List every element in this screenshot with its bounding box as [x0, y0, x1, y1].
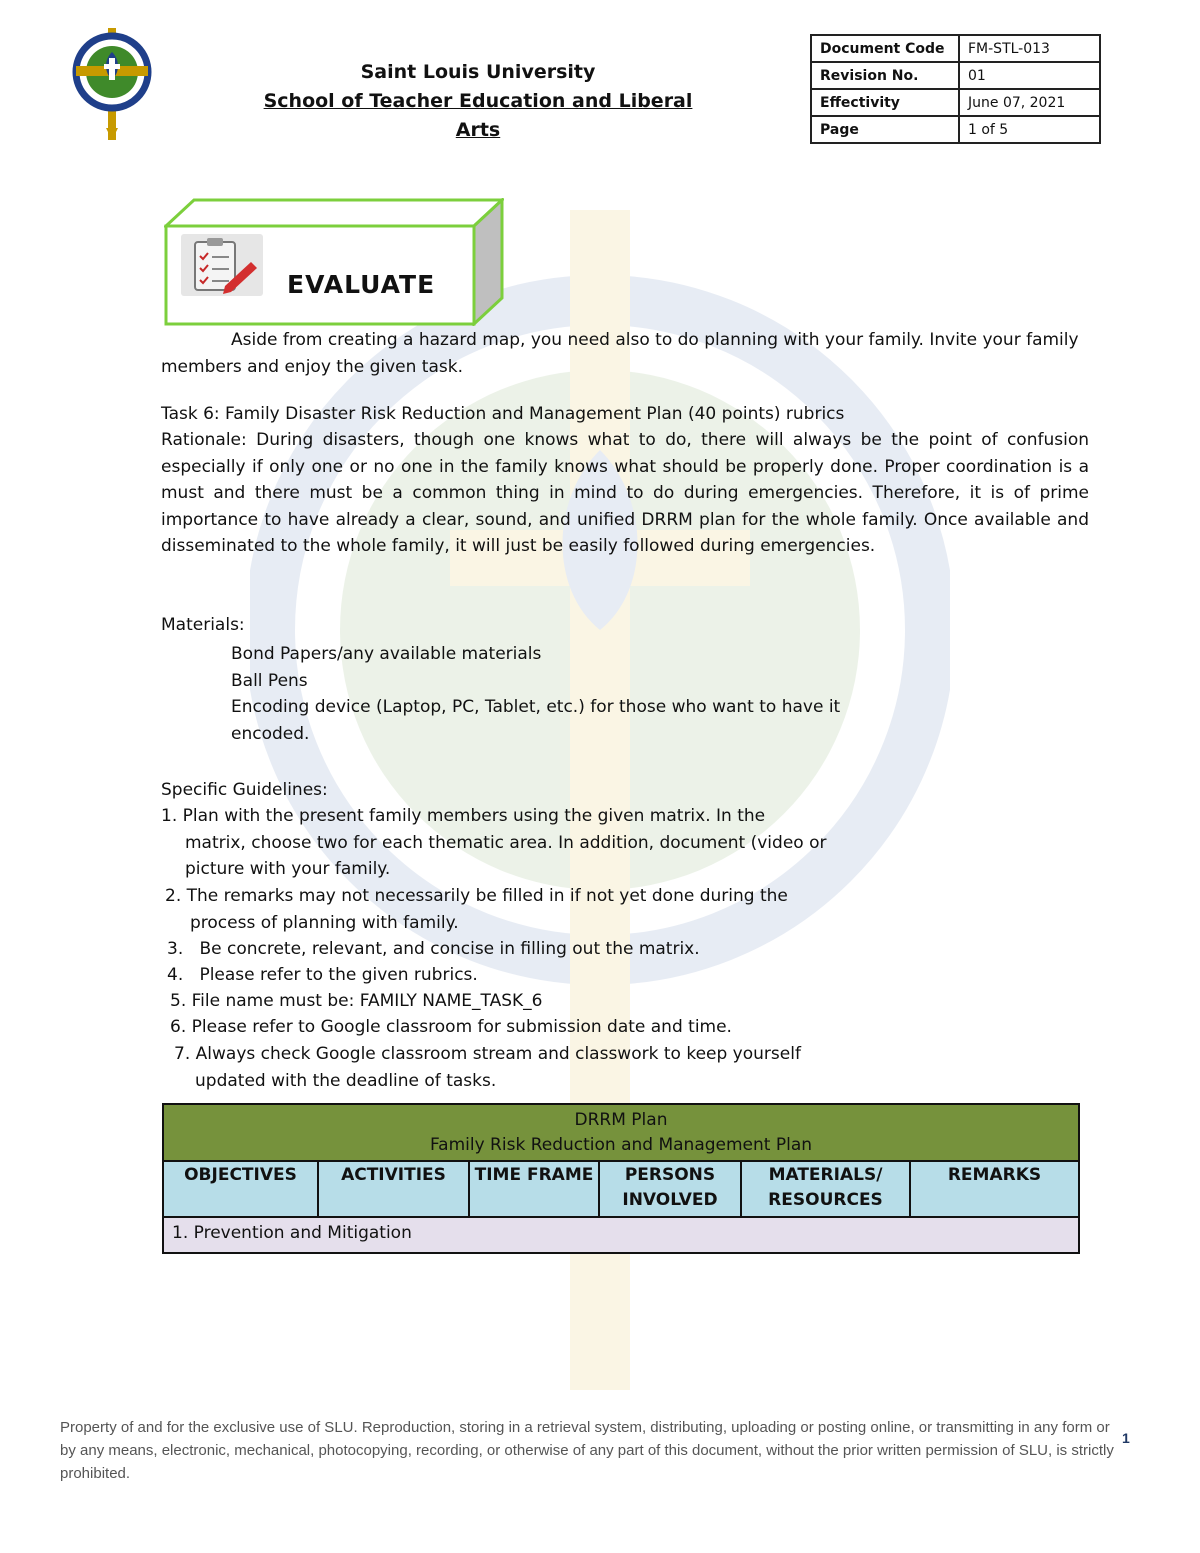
guideline-number: 1.: [161, 806, 178, 826]
doc-info-row: [811, 89, 1100, 116]
doc-info-row: [811, 62, 1100, 89]
guideline-item: [170, 1014, 890, 1041]
list-item: Encoding device (Laptop, PC, Tablet, etc.) for those who want to have it encoded.: [231, 697, 841, 744]
doc-info-label: Document Code: [811, 35, 959, 62]
doc-info-value: June 07, 2021: [959, 89, 1100, 116]
doc-info-row: [811, 116, 1100, 143]
university-header: [250, 58, 706, 145]
drrm-plan-table: [162, 1103, 1080, 1254]
guideline-number: 6.: [170, 1017, 187, 1037]
guideline-item: [170, 988, 890, 1015]
task-rationale: Rationale: During disasters, though one knows what to do, there will always be the point of confusion especially if only one or no one in the family knows what should be properly done. Proper coordination is a must and there must be a common thing in mind to do during emergencies. Therefore, it is of prime importance to have already a clear, sound, and unified DRRM plan for the whole family. Once available and disseminated to the whole family, it will just be easily followed during emergencies.: [161, 430, 1089, 556]
doc-info-value: 1 of 5: [959, 116, 1100, 143]
guideline-number: 4.: [167, 965, 184, 985]
guideline-item: [167, 936, 887, 963]
doc-info-label: Revision No.: [811, 62, 959, 89]
drrm-title-line: DRRM Plan: [574, 1110, 668, 1130]
guideline-item: [161, 803, 881, 883]
drrm-header-row: [163, 1161, 1079, 1217]
guideline-item: [165, 883, 885, 936]
doc-info-row: [811, 35, 1100, 62]
university-name: Saint Louis University: [360, 61, 596, 83]
guideline-text: The remarks may not necessarily be filled in if not yet done during the: [186, 886, 788, 906]
column-header-objectives: OBJECTIVES: [163, 1161, 318, 1217]
section-prevention-mitigation: 1. Prevention and Mitigation: [163, 1217, 1079, 1253]
clipboard-checklist-icon: [181, 234, 263, 296]
list-item: Bond Papers/any available materials: [231, 644, 542, 664]
guideline-number: 3.: [167, 939, 184, 959]
doc-info-label: Effectivity: [811, 89, 959, 116]
guideline-number: 2.: [165, 886, 182, 906]
slu-logo: [66, 26, 158, 142]
column-header-materials-resources: MATERIALS/ RESOURCES: [741, 1161, 910, 1217]
guideline-text: File name must be: FAMILY NAME_TASK_6: [191, 991, 543, 1011]
guideline-text: Please refer to Google classroom for submission date and time.: [191, 1017, 732, 1037]
guideline-number: 5.: [170, 991, 187, 1011]
guideline-item: [167, 962, 887, 989]
column-header-persons-involved: PERSONS INVOLVED: [599, 1161, 741, 1217]
guideline-text: Please refer to the given rubrics.: [199, 965, 478, 985]
guideline-text: Be concrete, relevant, and concise in filling out the matrix.: [199, 939, 700, 959]
doc-info-value: 01: [959, 62, 1100, 89]
intro-paragraph: Aside from creating a hazard map, you need also to do planning with your family. Invite your family members and enjoy the given task.: [161, 330, 1079, 377]
guideline-continuation: updated with the deadline of tasks.: [195, 1070, 497, 1091]
column-header-activities: ACTIVITIES: [318, 1161, 469, 1217]
guideline-text: Always check Google classroom stream and classwork to keep yourself: [195, 1044, 801, 1064]
task-title: Task 6: Family Disaster Risk Reduction and Management Plan (40 points) rubrics: [161, 404, 845, 424]
guideline-item: [174, 1041, 894, 1094]
doc-info-label: Page: [811, 116, 959, 143]
column-header-remarks: REMARKS: [910, 1161, 1079, 1217]
drrm-subtitle-line: Family Risk Reduction and Management Plan: [429, 1135, 813, 1155]
evaluate-title: EVALUATE: [287, 270, 436, 299]
school-name: School of Teacher Education and Liberal Arts: [263, 90, 693, 141]
guideline-continuation: process of planning with family.: [190, 912, 459, 933]
page-number: 1: [1122, 1430, 1130, 1446]
guidelines-heading: Specific Guidelines:: [161, 780, 328, 800]
guideline-continuation: matrix, choose two for each thematic area. In addition, document (video or picture with your family.: [185, 832, 827, 879]
materials-list: [231, 641, 911, 747]
document-info-table: [810, 34, 1101, 144]
list-item: Ball Pens: [231, 670, 308, 691]
guideline-text: Plan with the present family members using the given matrix. In the: [182, 806, 766, 826]
guideline-number: 7.: [174, 1044, 191, 1064]
materials-heading: Materials:: [161, 615, 245, 635]
footer-notice: Property of and for the exclusive use of SLU. Reproduction, storing in a retrieval system, distributing, uploading or posting online, or transmitting in any form or by any means, electronic, mechanical, photocopying, recording, or otherwise of any part of this document, without the prior written permission of SLU, is strictly prohibited.: [60, 1419, 1114, 1482]
doc-info-value: FM-STL-013: [959, 35, 1100, 62]
drrm-table-title: [163, 1104, 1079, 1161]
column-header-time-frame: TIME FRAME: [469, 1161, 599, 1217]
